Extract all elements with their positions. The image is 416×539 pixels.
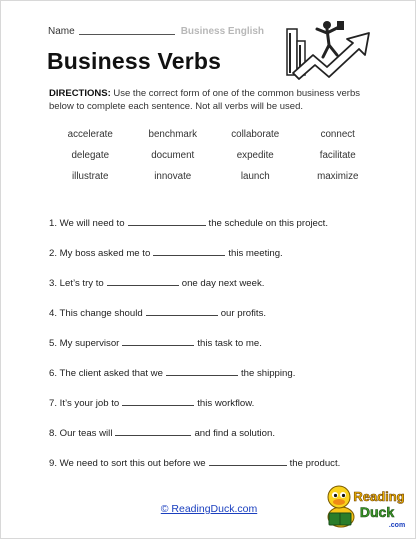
word-bank-item: maximize bbox=[317, 171, 359, 182]
logo-text-duck: Duck bbox=[359, 504, 395, 520]
question-text: 8. Our teas will bbox=[49, 428, 113, 439]
answer-blank[interactable] bbox=[153, 246, 225, 256]
question-text: this task to me. bbox=[197, 338, 262, 349]
name-blank[interactable] bbox=[79, 34, 175, 35]
question-text: 2. My boss asked me to bbox=[49, 248, 151, 259]
answer-blank[interactable] bbox=[115, 426, 191, 436]
subject-label: Business English bbox=[180, 26, 265, 37]
question-text: 9. We need to sort this out before we bbox=[49, 458, 206, 469]
question-text: this meeting. bbox=[228, 248, 283, 259]
question-text: 6. The client asked that we bbox=[49, 368, 163, 379]
answer-blank[interactable] bbox=[107, 276, 179, 286]
question-list bbox=[49, 216, 379, 486]
word-bank-item: expedite bbox=[236, 150, 274, 161]
word-bank bbox=[49, 129, 379, 182]
word-bank-item: facilitate bbox=[319, 150, 356, 161]
question-text: and find a solution. bbox=[194, 428, 275, 439]
question-text: 3. Let’s try to bbox=[49, 278, 104, 289]
page-title: Business Verbs bbox=[47, 48, 222, 74]
question-text: this workflow. bbox=[197, 398, 255, 409]
question-text: 7. It’s your job to bbox=[49, 398, 120, 409]
answer-blank[interactable] bbox=[209, 456, 287, 466]
question-text: the product. bbox=[289, 458, 341, 469]
answer-blank[interactable] bbox=[122, 336, 194, 346]
question-text: 1. We will need to bbox=[49, 218, 125, 229]
reading-duck-logo bbox=[321, 479, 409, 533]
question-text: the shipping. bbox=[240, 368, 296, 379]
question-text: our profits. bbox=[220, 308, 267, 319]
footer-link[interactable]: © ReadingDuck.com bbox=[160, 503, 258, 515]
question-item bbox=[49, 366, 379, 396]
word-bank-item: document bbox=[151, 150, 195, 161]
answer-blank[interactable] bbox=[146, 306, 218, 316]
word-bank-item: launch bbox=[240, 171, 270, 182]
question-item bbox=[49, 336, 379, 366]
logo-text-suffix: .com bbox=[388, 522, 406, 529]
question-item bbox=[49, 216, 379, 246]
question-text: 5. My supervisor bbox=[49, 338, 120, 349]
logo-text-reading: Reading bbox=[353, 489, 405, 504]
word-bank-item: delegate bbox=[71, 150, 110, 161]
name-row bbox=[48, 26, 264, 37]
answer-blank[interactable] bbox=[122, 396, 194, 406]
word-bank-item: illustrate bbox=[72, 171, 109, 182]
word-bank-item: accelerate bbox=[67, 129, 113, 140]
question-text: 4. This change should bbox=[49, 308, 143, 319]
answer-blank[interactable] bbox=[166, 366, 238, 376]
directions-text: Use the correct form of one of the common business verbs below to complete each sentence. Not all verbs will be used. bbox=[49, 88, 360, 112]
word-bank-item: benchmark bbox=[148, 129, 197, 140]
question-text: one day next week. bbox=[181, 278, 265, 289]
word-bank-item: innovate bbox=[154, 171, 192, 182]
answer-blank[interactable] bbox=[128, 216, 206, 226]
question-item bbox=[49, 306, 379, 336]
businessman-arrow-illustration bbox=[283, 15, 383, 87]
question-item bbox=[49, 276, 379, 306]
question-item bbox=[49, 246, 379, 276]
question-item bbox=[49, 426, 379, 456]
word-bank-item: collaborate bbox=[231, 129, 280, 140]
question-item bbox=[49, 396, 379, 426]
directions-label: DIRECTIONS: bbox=[49, 88, 111, 99]
name-label: Name bbox=[48, 26, 75, 37]
question-text: the schedule on this project. bbox=[208, 218, 329, 229]
word-bank-item: connect bbox=[320, 129, 355, 140]
directions bbox=[49, 87, 374, 113]
